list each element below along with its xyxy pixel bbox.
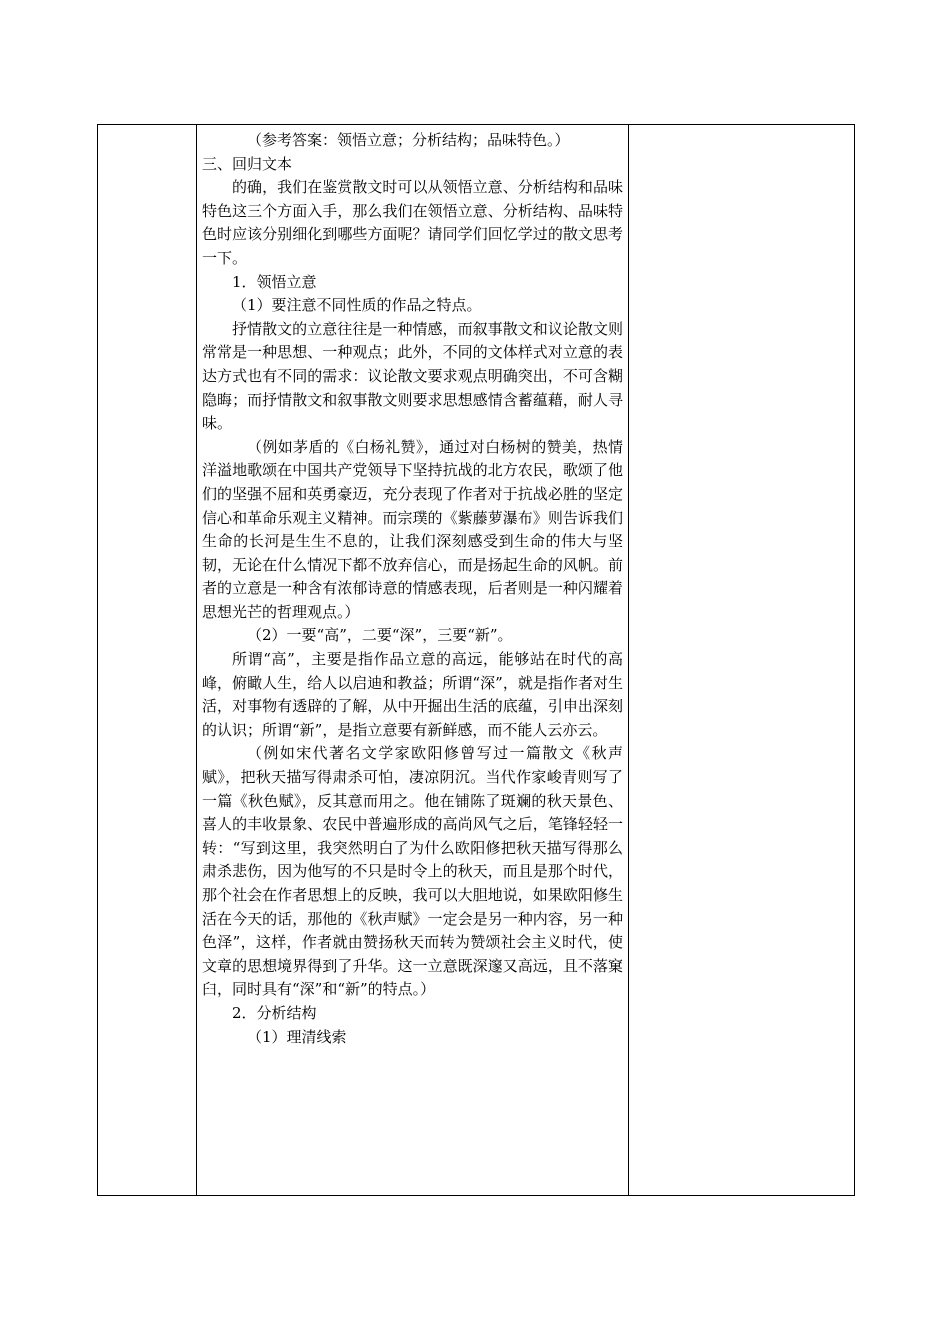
section-heading-return-to-text: 三、回归文本 bbox=[202, 154, 293, 173]
intro-paragraph: 的确，我们在鉴赏散文时可以从领悟立意、分析结构和品味特色这三个方面入手，那么我们在领悟立意、分析结构、品味特色时应该分别细化到哪些方面呢？请同学们回忆学过的散文思考一下。 bbox=[202, 178, 623, 267]
point-1-example: （例如茅盾的《白杨礼赞》，通过对白杨树的赞美，热情洋溢地歌颂在中国共产党领导下坚持抗战的北方农民，歌颂了他们的坚强不屈和英勇豪迈，充分表现了作者对于抗战必胜的坚定信心和革命乐观主义精神。而宗璞的《紫藤萝瀑布》则告诉我们生命的长河是生生不息的，让我们深刻感受到生命的伟大与坚韧，无论在什么情况下都不放弃信心，而是扬起生命的风帆。前者的立意是一种含有浓郁诗意的情感表现，后者则是一种闪耀着思想光芒的哲理观点。） bbox=[202, 437, 623, 621]
clue-heading: （1）理清线索 bbox=[247, 1027, 347, 1046]
table-row bbox=[98, 125, 855, 1196]
subheading-analyze-structure: 2．分析结构 bbox=[232, 1003, 317, 1022]
point-1-paragraph: 抒情散文的立意往往是一种情感，而叙事散文和议论散文则常常是一种思想、一种观点；此外，不同的文体样式对立意的表达方式也有不同的需求：议论散文要求观点明确突出，不可含糊隐晦；而抒情散文和叙事散文则要求思想感情含蓄蕴藉，耐人寻味。 bbox=[202, 319, 623, 433]
right-column-cell bbox=[629, 125, 855, 1196]
lesson-table bbox=[97, 124, 855, 1196]
point-1-heading: （1）要注意不同性质的作品之特点。 bbox=[232, 296, 482, 315]
point-2-paragraph: 所谓“高”，主要是指作品立意的高远，能够站在时代的高峰，俯瞰人生，给人以启迪和教益；所谓“深”，就是指作者对生活，对事物有透辟的了解，从中开掘出生活的底蕴，引申出深刻的认识；所谓“新”，是指立意要有新鲜感，而不能人云亦云。 bbox=[202, 650, 623, 739]
point-2-example: （例如宋代著名文学家欧阳修曾写过一篇散文《秋声赋》，把秋天描写得肃杀可怕，凄凉阴沉。当代作家峻青则写了一篇《秋色赋》，反其意而用之。他在铺陈了斑斓的秋天景色、喜人的丰收景象、农民中普遍形成的高尚风气之后，笔锋轻轻一转：“写到这里，我突然明白了为什么欧阳修把秋天描写得那么肃杀悲伤，因为他写的不只是时令上的秋天，而且是那个时代，那个社会在作者思想上的反映，我可以大胆地说，如果欧阳修生活在今天的话，那他的《秋声赋》一定会是另一种内容，另一种色泽”，这样，作者就由赞扬秋天而转为赞颂社会主义时代，使文章的思想境界得到了升华。这一立意既深邃又高远，且不落窠臼，同时具有“深”和“新”的特点。） bbox=[202, 744, 623, 999]
content-body bbox=[197, 125, 628, 1049]
content-column-cell bbox=[197, 125, 629, 1196]
reference-answer: （参考答案：领悟立意；分析结构；品味特色。） bbox=[247, 131, 570, 149]
left-column-cell bbox=[98, 125, 197, 1196]
point-2-heading: （2）一要“高”，二要“深”，三要“新”。 bbox=[247, 626, 513, 645]
subheading-understand-theme: 1．领悟立意 bbox=[232, 272, 317, 291]
